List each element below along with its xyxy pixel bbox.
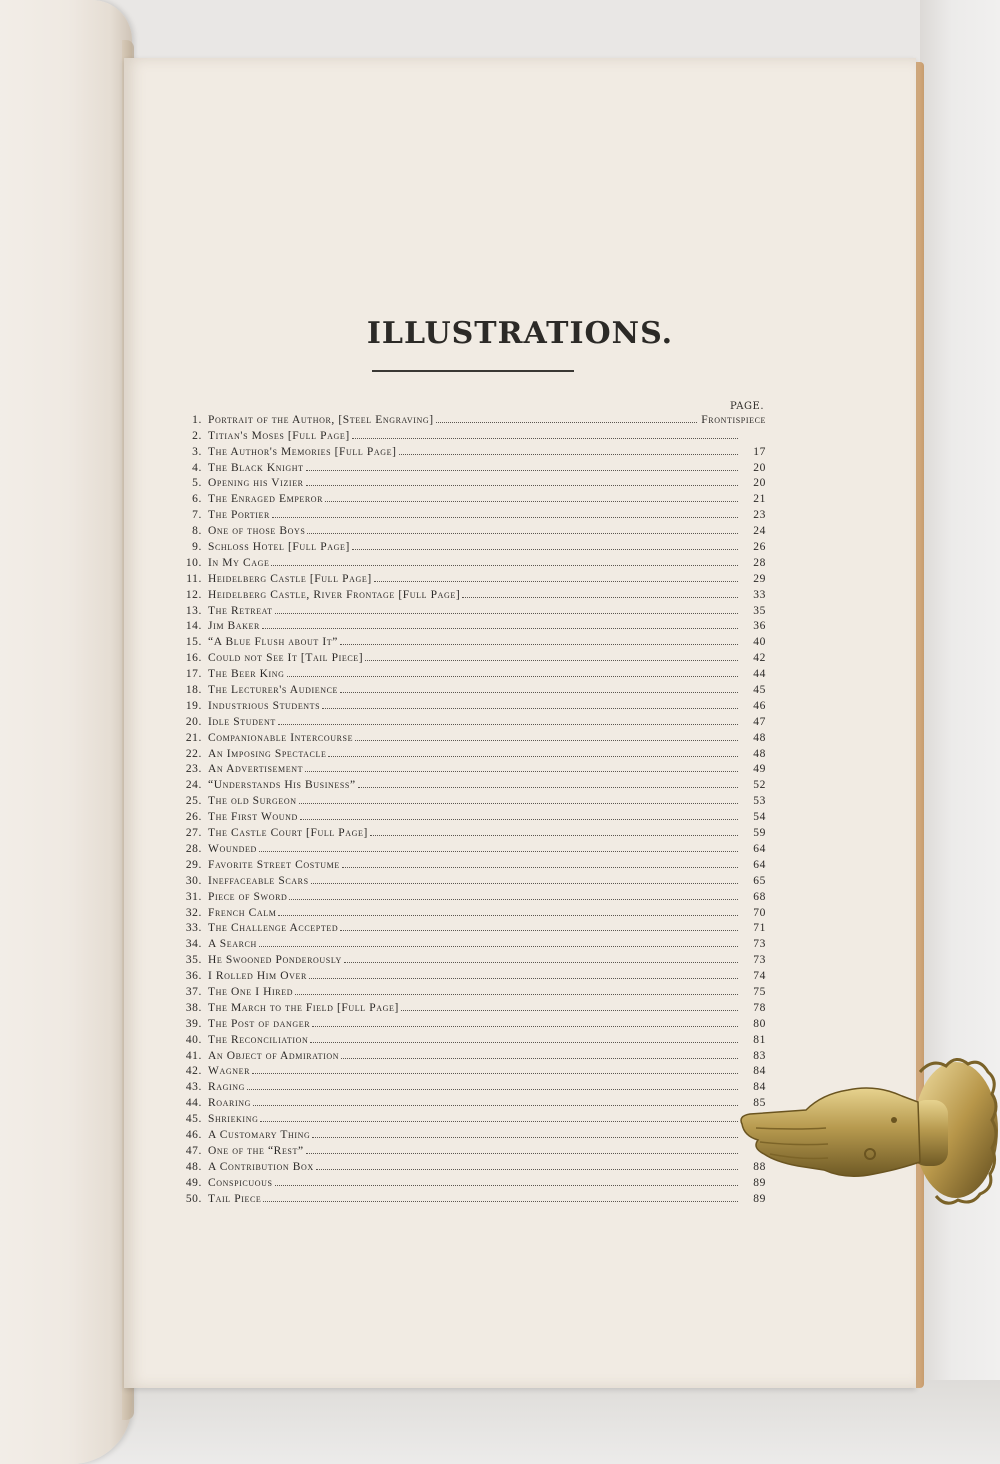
leader-dots: [436, 422, 698, 423]
item-title: Ineffaceable Scars: [208, 874, 309, 887]
leader-dots: [312, 1137, 738, 1138]
item-number: 14.: [185, 620, 202, 633]
list-item: [170, 1157, 766, 1173]
list-item: [170, 871, 766, 887]
list-item: [170, 696, 766, 712]
list-item: [170, 569, 766, 585]
leader-dots: [306, 485, 738, 486]
item-page: 68: [753, 890, 766, 903]
list-item: [170, 664, 766, 680]
left-page: [0, 0, 132, 1464]
leader-dots: [306, 470, 738, 471]
item-page: 20: [753, 461, 766, 474]
list-item: [170, 712, 766, 728]
leader-dots: [309, 978, 738, 979]
list-item: [170, 474, 766, 490]
item-title: Heidelberg Castle [Full Page]: [208, 572, 372, 585]
item-number: 41.: [185, 1049, 202, 1062]
list-item: [170, 839, 766, 855]
item-page: 40: [753, 636, 766, 649]
item-number: 32.: [185, 906, 202, 919]
item-title: The First Wound: [208, 811, 298, 824]
item-number: 20.: [185, 715, 202, 728]
leader-dots: [299, 803, 738, 804]
leader-dots: [365, 660, 738, 661]
item-page: 48: [753, 731, 766, 744]
item-number: 10.: [185, 556, 202, 569]
item-page: 28: [753, 556, 766, 569]
item-page: 53: [753, 795, 766, 808]
item-title: The Castle Court [Full Page]: [208, 827, 368, 840]
item-number: 38.: [185, 1001, 202, 1014]
leader-dots: [316, 1169, 738, 1170]
list-item: [170, 1109, 766, 1125]
list-item: [170, 521, 766, 537]
item-title: One of those Boys: [208, 525, 306, 538]
item-page: 59: [753, 827, 766, 840]
item-title: One of the “Rest”: [208, 1144, 304, 1157]
item-page: 21: [753, 493, 766, 506]
list-item: [170, 919, 766, 935]
illustrations-list: [170, 410, 766, 1205]
leader-dots: [352, 549, 738, 550]
item-title: Shrieking: [208, 1113, 259, 1126]
item-number: 50.: [185, 1192, 202, 1205]
list-item: [170, 903, 766, 919]
item-title: Raging: [208, 1081, 246, 1094]
item-page: 71: [753, 922, 766, 935]
list-item: [170, 458, 766, 474]
list-item: [170, 601, 766, 617]
item-title: The Beer King: [208, 668, 285, 681]
leader-dots: [307, 533, 738, 534]
leader-dots: [358, 787, 738, 788]
item-page: 78: [753, 1001, 766, 1014]
list-item: [170, 728, 766, 744]
leader-dots: [262, 628, 738, 629]
list-item: [170, 680, 766, 696]
list-item: [170, 553, 766, 569]
leader-dots: [306, 1153, 738, 1154]
item-page: 64: [753, 842, 766, 855]
list-item: [170, 1189, 766, 1205]
item-number: 40.: [185, 1033, 202, 1046]
list-item: [170, 1030, 766, 1046]
leader-dots: [462, 597, 738, 598]
item-number: 16.: [185, 652, 202, 665]
leader-dots: [328, 756, 738, 757]
page-column-header: PAGE.: [730, 401, 764, 412]
list-item: [170, 950, 766, 966]
item-title: The old Surgeon: [208, 795, 297, 808]
leader-dots: [278, 915, 738, 916]
list-item: [170, 807, 766, 823]
item-title: “A Blue Flush about It”: [208, 636, 338, 649]
item-title: The One I Hired: [208, 985, 294, 998]
item-number: 9.: [192, 541, 202, 554]
item-title: Wagner: [208, 1065, 251, 1078]
item-title: French Calm: [208, 906, 277, 919]
item-page: 85: [753, 1097, 766, 1110]
item-page: 70: [753, 906, 766, 919]
item-number: 18.: [185, 684, 202, 697]
list-item: [170, 966, 766, 982]
list-item: [170, 1093, 766, 1109]
item-number: 35.: [185, 954, 202, 967]
leader-dots: [325, 501, 738, 502]
list-item: [170, 791, 766, 807]
page-title: ILLUSTRATIONS.: [366, 316, 674, 351]
item-page: 54: [753, 811, 766, 824]
leader-dots: [305, 771, 738, 772]
leader-dots: [341, 1058, 738, 1059]
leader-dots: [399, 454, 738, 455]
list-item: [170, 934, 766, 950]
leader-dots: [253, 1105, 738, 1106]
list-item: [170, 1077, 766, 1093]
item-number: 27.: [185, 827, 202, 840]
item-number: 3.: [192, 445, 202, 458]
leader-dots: [272, 517, 738, 518]
item-title: In My Cage: [208, 556, 270, 569]
leader-dots: [295, 994, 738, 995]
item-number: 33.: [185, 922, 202, 935]
item-page: 84: [753, 1065, 766, 1078]
list-item: [170, 648, 766, 664]
item-number: 1.: [192, 413, 202, 426]
item-title: Roaring: [208, 1097, 251, 1110]
item-number: 34.: [185, 938, 202, 951]
leader-dots: [252, 1073, 738, 1074]
item-number: 30.: [185, 874, 202, 887]
leader-dots: [289, 899, 738, 900]
item-number: 24.: [185, 779, 202, 792]
leader-dots: [352, 438, 738, 439]
leader-dots: [311, 883, 738, 884]
title-rule: [372, 370, 574, 372]
brass-hand-bookmark-icon: [736, 1050, 1000, 1220]
list-item: [170, 1173, 766, 1189]
item-title: Piece of Sword: [208, 890, 288, 903]
item-number: 4.: [192, 461, 202, 474]
background-bottom: [0, 1380, 1000, 1464]
item-title: He Swooned Ponderously: [208, 954, 342, 967]
item-title: A Contribution Box: [208, 1160, 314, 1173]
item-page: 49: [753, 763, 766, 776]
item-title: The Challenge Accepted: [208, 922, 339, 935]
item-page: 46: [753, 699, 766, 712]
list-item: [170, 1014, 766, 1030]
item-page: 23: [753, 509, 766, 522]
leader-dots: [322, 708, 738, 709]
item-page: 88: [753, 1160, 766, 1173]
item-title: The Retreat: [208, 604, 273, 617]
item-title: Favorite Street Costume: [208, 858, 340, 871]
item-number: 7.: [192, 509, 202, 522]
item-number: 36.: [185, 970, 202, 983]
item-page: 47: [753, 715, 766, 728]
item-title: The Black Knight: [208, 461, 304, 474]
leader-dots: [374, 581, 738, 582]
item-page: 36: [753, 620, 766, 633]
item-number: 19.: [185, 699, 202, 712]
leader-dots: [340, 644, 738, 645]
item-number: 8.: [192, 525, 202, 538]
item-number: 11.: [186, 572, 202, 585]
leader-dots: [259, 946, 738, 947]
item-page: Frontispiece: [701, 413, 766, 426]
item-title: The Author's Memories [Full Page]: [208, 445, 397, 458]
leader-dots: [300, 819, 738, 820]
list-item: [170, 617, 766, 633]
list-item: [170, 887, 766, 903]
item-number: 29.: [185, 858, 202, 871]
item-page: 20: [753, 477, 766, 490]
item-page: 26: [753, 541, 766, 554]
item-page: 52: [753, 779, 766, 792]
background-right: [920, 0, 1000, 1464]
item-title: An Object of Admiration: [208, 1049, 340, 1062]
item-page: 33: [753, 588, 766, 601]
item-number: 28.: [185, 842, 202, 855]
leader-dots: [259, 851, 738, 852]
item-title: Tail Piece: [208, 1192, 262, 1205]
item-title: Companionable Intercourse: [208, 731, 354, 744]
item-page: 73: [753, 938, 766, 951]
item-title: Industrious Students: [208, 699, 321, 712]
item-number: 2.: [192, 429, 202, 442]
leader-dots: [275, 1185, 738, 1186]
item-page: 89: [753, 1192, 766, 1205]
item-page: 45: [753, 684, 766, 697]
item-title: Could not See It [Tail Piece]: [208, 652, 364, 665]
leader-dots: [355, 740, 738, 741]
leader-dots: [344, 962, 738, 963]
item-title: Heidelberg Castle, River Frontage [Full Page]: [208, 588, 461, 601]
item-page: 75: [753, 985, 766, 998]
item-number: 37.: [185, 985, 202, 998]
list-item: [170, 1046, 766, 1062]
item-number: 45.: [185, 1113, 202, 1126]
item-title: Conspicuous: [208, 1176, 273, 1189]
item-page: 73: [753, 954, 766, 967]
list-item: [170, 426, 766, 442]
item-title: The Lecturer's Audience: [208, 684, 339, 697]
item-page: 29: [753, 572, 766, 585]
item-page: 17: [753, 445, 766, 458]
item-number: 47.: [185, 1144, 202, 1157]
item-number: 12.: [185, 588, 202, 601]
leader-dots: [247, 1089, 738, 1090]
list-item: [170, 505, 766, 521]
item-page: 81: [753, 1033, 766, 1046]
item-title: Opening his Vizier: [208, 477, 304, 490]
leader-dots: [370, 835, 738, 836]
item-page: 42: [753, 652, 766, 665]
list-item: [170, 410, 766, 426]
item-page: 48: [753, 747, 766, 760]
item-page: 89: [753, 1176, 766, 1189]
item-number: 13.: [185, 604, 202, 617]
leader-dots: [310, 1042, 738, 1043]
item-number: 22.: [185, 747, 202, 760]
item-title: Wounded: [208, 842, 257, 855]
item-title: The Reconciliation: [208, 1033, 309, 1046]
list-item: [170, 982, 766, 998]
item-page: 84: [753, 1081, 766, 1094]
leader-dots: [263, 1201, 738, 1202]
list-item: [170, 1062, 766, 1078]
list-item: [170, 537, 766, 553]
item-title: A Customary Thing: [208, 1128, 311, 1141]
item-page: 80: [753, 1017, 766, 1030]
list-item: [170, 632, 766, 648]
item-number: 21.: [185, 731, 202, 744]
item-title: “Understands His Business”: [208, 779, 356, 792]
item-title: An Advertisement: [208, 763, 304, 776]
list-item: [170, 1125, 766, 1141]
item-number: 6.: [192, 493, 202, 506]
list-item: [170, 998, 766, 1014]
item-number: 15.: [185, 636, 202, 649]
leader-dots: [342, 867, 738, 868]
item-title: The Post of danger: [208, 1017, 311, 1030]
item-number: 39.: [185, 1017, 202, 1030]
list-item: [170, 744, 766, 760]
list-item: [170, 489, 766, 505]
list-item: [170, 1141, 766, 1157]
leader-dots: [271, 565, 738, 566]
item-number: 31.: [185, 890, 202, 903]
item-page: 44: [753, 668, 766, 681]
item-page: 65: [753, 874, 766, 887]
item-number: 43.: [185, 1081, 202, 1094]
item-number: 46.: [185, 1128, 202, 1141]
item-number: 23.: [185, 763, 202, 776]
item-page: 35: [753, 604, 766, 617]
leader-dots: [401, 1010, 738, 1011]
leader-dots: [287, 676, 738, 677]
item-title: Idle Student: [208, 715, 276, 728]
item-number: 25.: [185, 795, 202, 808]
item-number: 48.: [185, 1160, 202, 1173]
list-item: [170, 760, 766, 776]
leader-dots: [340, 692, 738, 693]
item-number: 49.: [185, 1176, 202, 1189]
item-page: 64: [753, 858, 766, 871]
leader-dots: [260, 1121, 738, 1122]
item-number: 26.: [185, 811, 202, 824]
list-item: [170, 442, 766, 458]
leader-dots: [312, 1026, 738, 1027]
leader-dots: [275, 613, 738, 614]
item-title: The Portier: [208, 509, 270, 522]
list-item: [170, 855, 766, 871]
item-number: 17.: [185, 668, 202, 681]
leader-dots: [340, 930, 738, 931]
item-title: I Rolled Him Over: [208, 970, 307, 983]
item-title: Jim Baker: [208, 620, 260, 633]
item-number: 5.: [192, 477, 202, 490]
item-title: The Enraged Emperor: [208, 493, 324, 506]
item-page: 74: [753, 970, 766, 983]
item-title: The March to the Field [Full Page]: [208, 1001, 399, 1014]
item-page: 24: [753, 525, 766, 538]
item-page: 83: [753, 1049, 766, 1062]
item-number: 42.: [185, 1065, 202, 1078]
list-item: [170, 823, 766, 839]
item-title: Titian's Moses [Full Page]: [208, 429, 350, 442]
item-number: 44.: [185, 1097, 202, 1110]
list-item: [170, 775, 766, 791]
leader-dots: [278, 724, 738, 725]
item-title: Portrait of the Author, [Steel Engraving]: [208, 413, 434, 426]
item-title: A Search: [208, 938, 257, 951]
item-title: Schloss Hotel [Full Page]: [208, 541, 350, 554]
list-item: [170, 585, 766, 601]
item-title: An Imposing Spectacle: [208, 747, 327, 760]
